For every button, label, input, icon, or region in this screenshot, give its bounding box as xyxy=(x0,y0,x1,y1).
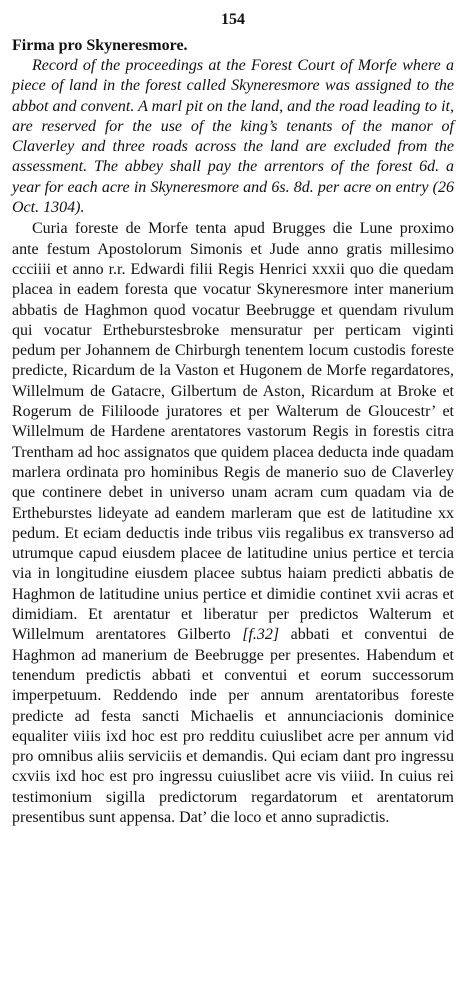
charter-heading: Firma pro Skyneresmore. xyxy=(12,37,188,54)
abstract-text: Record of the proceedings at the Forest Court of Morfe where a piece of land in the forest called Skyneresmore was assigned to the abbot and convent. A marl pit on the land, and the road leading to it, are reserved for the use of the king’s tenants of the manor of Claverley and three roads across the land are excluded from the assessment. The abbey shall pay the arrentors of the forest 6d. a year for each acre in Skyneresmore and 6s. 8d. per acre on entry xyxy=(12,57,454,196)
abstract-date: (26 Oct. 1304) xyxy=(12,178,454,217)
latin-text xyxy=(12,219,454,828)
page-number: 154 xyxy=(221,11,245,28)
folio-reference: [f.32] xyxy=(242,626,280,644)
english-abstract xyxy=(12,56,454,218)
latin-text-part2: abbati et conventui de Haghmon ad manerium de Beebrugge per presentes. Habendum et tenendum predictis abbati et conventui et eorum successorum imperpetuum. Reddendo inde per annum arentatoribus foreste predicte ad festa sancti Michaelis et annunciacionis dominice equaliter viiis ixd hoc est pro redditu cuiuslibet acre per annum vid pro omnibus aliis serviciis et demandis. Qui eciam dant pro ingressu cxviis ixd hoc est pro ingressu cuiuslibet acre vis viiid. In cuius rei testimonium sigilla predictorum regardatorum et arentatorum presentibus sunt appensa. Dat’ die loco et anno supradictis. xyxy=(12,626,455,826)
abstract-end: . xyxy=(80,199,85,217)
latin-text-part1: Curia foreste de Morfe tenta apud Brugges die Lune proximo ante festum Apostolorum Simonis et Jude anno gratis millesimo ccciiii et anno r.r. Edwardi filii Regis Henrici xxxii quo die quedam placea in eadem foresta que vocatur Skyneresmore inter manerium abbatis de Haghmon quod vocatur Beebrugge et quendam rivulum qui vocatur Ertheburstesbroke mensuratur per perticam viginti pedum per Johannem de Chirburgh tenentem locum custodis foreste predicte, Ricardum de la Vaston et Hugonem de Morfe regardatores, Willelmum de Gatacre, Gilbertum de Aston, Ricardum at Broke et Rogerum de Fililoode juratores et per Walterum de Gloucestr’ et Willelmum de Hardene arentatores vastorum Regis in forestis citra Trentham ad hoc assignatos que quidem placea deducta inde quadam marlera ordinata pro hominibus Regis de manerio suo de Claverley que continere debet in universo unam acram cum quadam via de Ertheburstes lideyate ad eandem marleram que est de latitudine xx pedum. Et eciam deductis inde tribus viis regalibus ex transverso ad utrumque capud eiusdem placee de latitudine unius pertice et tercia via in longitudine eiusdem placee subtus haiam predicti abbatis de Haghmon de latitudine unius pertice et dimidie continet xvii acras et dimidiam. Et arentatur et liberatur per predictos Walterum et Willelmum arentatores Gilberto xyxy=(12,220,454,644)
